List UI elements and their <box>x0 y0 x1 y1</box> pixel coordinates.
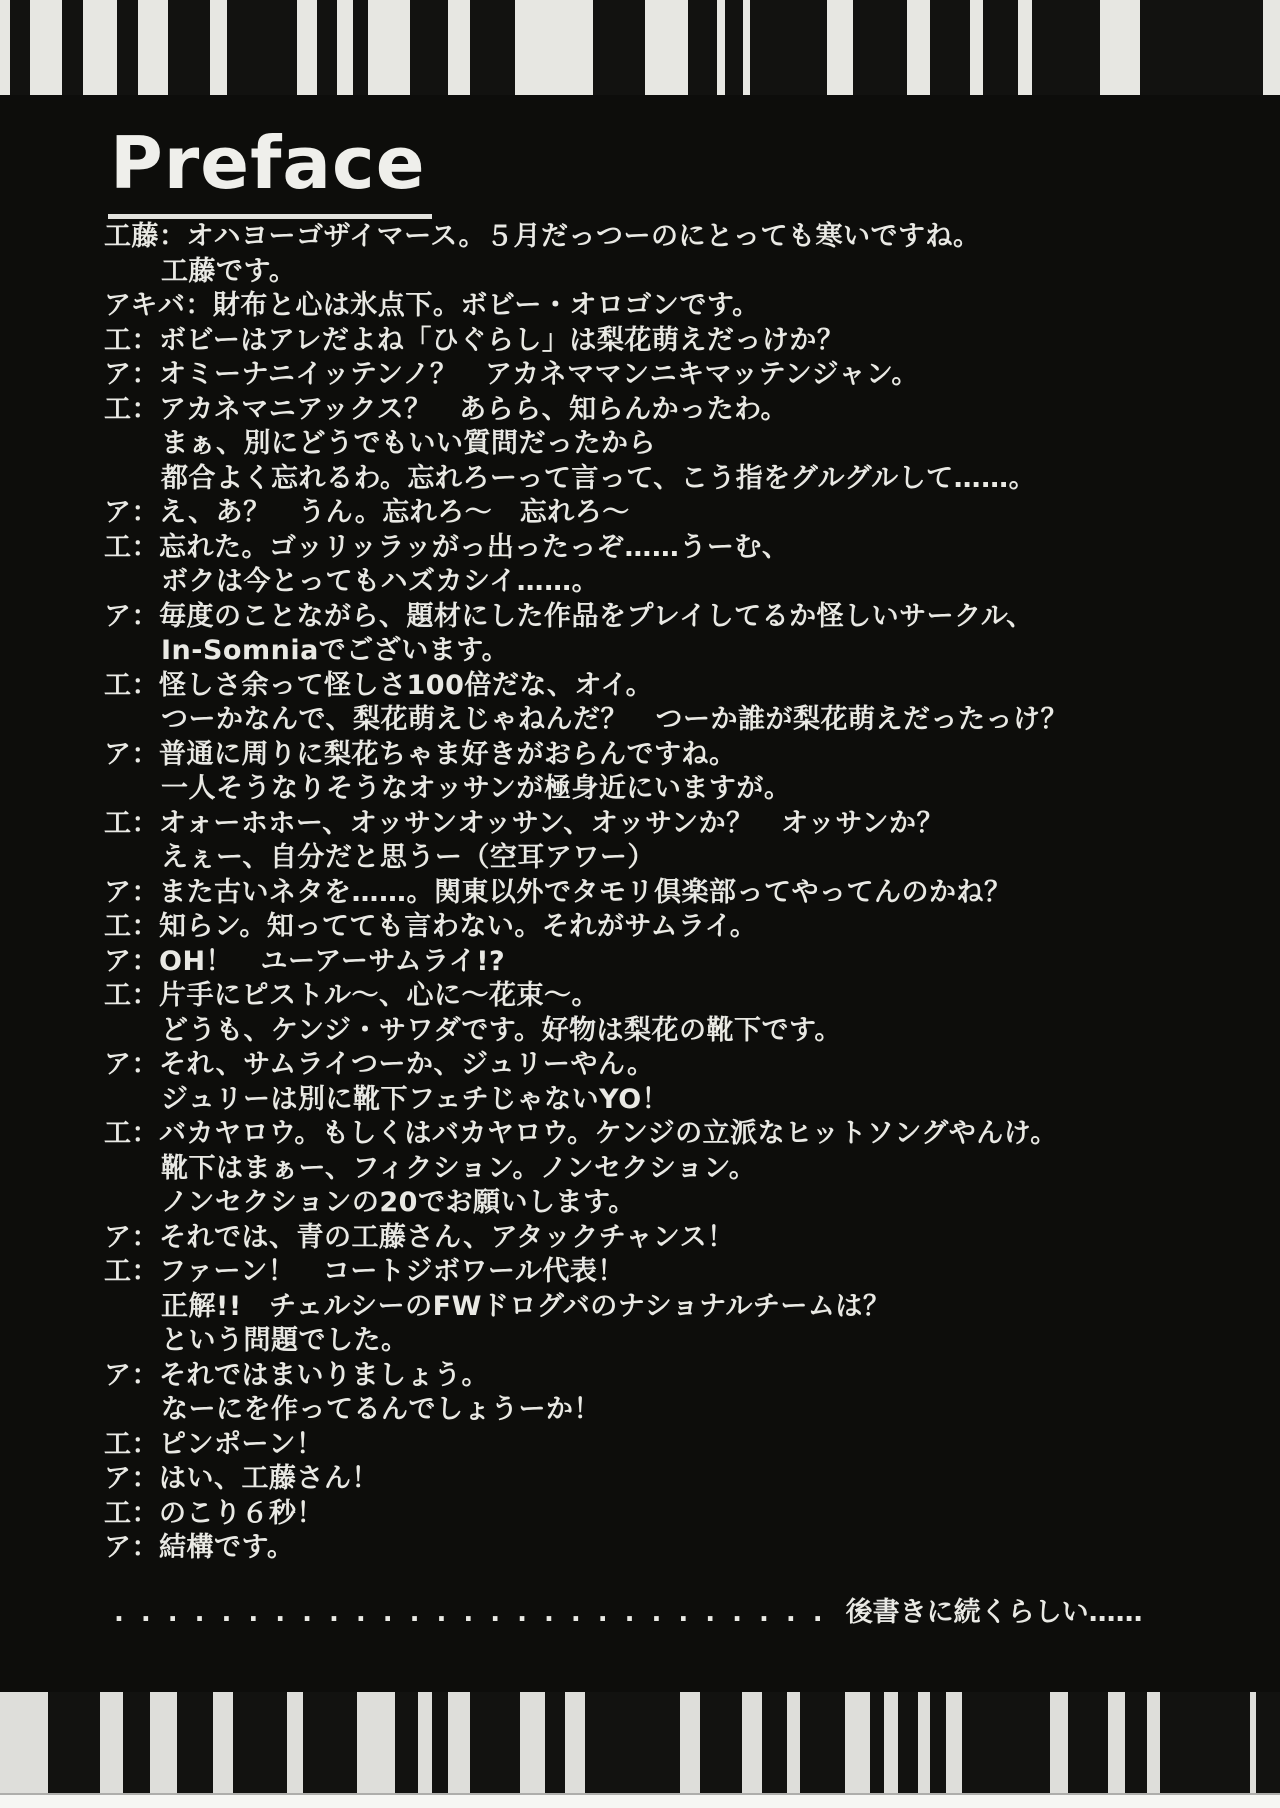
band-bottom-bar <box>962 1692 1050 1793</box>
dialogue-line: ア：それでは、青の工藤さん、アタックチャンス！ <box>104 1221 735 1253</box>
band-top-bar <box>593 0 645 95</box>
dialogue-line: ア：OH！ ユーアーサムライ!? <box>104 945 506 977</box>
dialogue-line: 工：のこり６秒！ <box>104 1497 324 1529</box>
dialogue-line: どうも、ケンジ・サワダです。好物は梨花の靴下です。 <box>161 1014 842 1046</box>
band-top-bar <box>117 0 138 95</box>
dialogue-line: 都合よく忘れるわ。忘れろーって言って、こう指をグルグルして……。 <box>161 462 1037 494</box>
band-bottom-bar <box>432 1692 448 1793</box>
band-bottom-bar <box>930 1692 946 1793</box>
band-top-bar <box>317 0 337 95</box>
band-bottom-bar <box>700 1692 742 1793</box>
band-top-bar <box>470 0 515 95</box>
page-title: Preface <box>108 126 432 219</box>
dialogue-line: In-Somniaでございます。 <box>161 635 510 666</box>
band-top-bar <box>725 0 743 95</box>
band-top-bar <box>688 0 717 95</box>
band-bottom-bar <box>470 1692 520 1793</box>
band-top-bar <box>62 0 83 95</box>
band-top-bar <box>853 0 907 95</box>
dialogue-line: えぇー、自分だと思うー（空耳アワー） <box>161 842 655 873</box>
band-top-bar <box>983 0 1018 95</box>
band-bottom-bar <box>303 1692 357 1793</box>
barcode-bottom <box>0 1692 1280 1793</box>
dialogue-line: 工：オォーホホー、オッサンオッサン、オッサンか？ オッサンか？ <box>104 807 944 839</box>
dialogue-line: 工：片手にピストル～、心に～花束～。 <box>104 980 599 1011</box>
dialogue-line: ア：普通に周りに梨花ちゃま好きがおらんですね。 <box>104 738 737 770</box>
band-top-bar <box>1032 0 1100 95</box>
dialogue-line: アキバ：財布と心は氷点下。ボビー・オロゴンです。 <box>104 290 760 321</box>
dialogue-line: 工：怪しさ余って怪しさ100倍だな、オイ。 <box>104 669 654 701</box>
band-bottom-bar <box>762 1692 787 1793</box>
dialogue-line: 工：アカネマニアックス？ あらら、知らんかったわ。 <box>104 393 788 425</box>
dialogue-line: 正解!! チェルシーのFWドログバのナショナルチームは？ <box>161 1290 891 1322</box>
band-bottom-bar <box>123 1692 150 1793</box>
barcode-top <box>0 0 1280 95</box>
footer-text: 後書きに続くらしい…… <box>845 1597 1143 1628</box>
band-bottom-bar <box>177 1692 213 1793</box>
band-top-bar <box>168 0 210 95</box>
dialogue-line: という問題でした。 <box>161 1325 409 1356</box>
footer-line <box>114 1596 1143 1630</box>
dialogue-line: 工：バカヤロウ。もしくはバカヤロウ。ケンジの立派なヒットソングやんけ。 <box>104 1118 1058 1149</box>
band-bottom-bar <box>898 1692 918 1793</box>
dialogue-line: 一人そうなりそうなオッサンが極身近にいますが。 <box>161 773 792 804</box>
dialogue-line: ボクは今とってもハズカシイ……。 <box>161 566 600 597</box>
dialogue-line: ア：また古いネタを……。関東以外でタモリ倶楽部ってやってんのかね？ <box>104 876 1012 908</box>
band-bottom-bar <box>48 1692 100 1793</box>
band-bottom-bar <box>1125 1692 1147 1793</box>
dialogue-line: ア：それではまいりましょう。 <box>104 1359 489 1391</box>
band-top-bar <box>353 0 368 95</box>
band-bottom-bar <box>395 1692 418 1793</box>
dialogue-line: ノンセクションの20でお願いします。 <box>161 1187 636 1218</box>
band-bottom-bar <box>545 1692 565 1793</box>
dialogue-line: ア：はい、工藤さん！ <box>104 1463 379 1494</box>
band-top-bar <box>410 0 448 95</box>
dialogue-line: 靴下はまぁー、フィクション。ノンセクション。 <box>161 1152 757 1184</box>
band-top-bar <box>227 0 297 95</box>
dialogue-line: 工：忘れた。ゴッリッラッがっ出ったっぞ……うーむ、 <box>104 531 790 563</box>
scan-bottom-margin <box>0 1793 1280 1808</box>
footer-dots: ........................... <box>114 1598 840 1628</box>
band-bottom-bar <box>1068 1692 1108 1793</box>
dialogue-line: 工：ファーン！ コートジボワール代表！ <box>104 1256 625 1287</box>
dialogue-line: つーかなんで、梨花萌えじゃねんだ？ つーか誰が梨花萌えだったっけ？ <box>161 704 1068 735</box>
band-top-bar <box>1140 0 1263 95</box>
dialogue-line: ア：それ、サムライつーか、ジュリーやん。 <box>104 1049 655 1080</box>
band-top-bar <box>930 0 970 95</box>
dialogue-line: ア：毎度のことながら、題材にした作品をプレイしてるか怪しいサークル、 <box>104 600 1034 632</box>
band-top-bar <box>10 0 30 95</box>
dialogue-line: ジュリーは別に靴下フェチじゃないYO！ <box>161 1083 670 1115</box>
band-bottom-bar <box>870 1692 884 1793</box>
band-top-bar <box>750 0 827 95</box>
dialogue-line: ア：結構です。 <box>104 1532 295 1563</box>
dialogue-line: ア：え、あ？ うん。忘れろ～ 忘れろ～ <box>104 497 630 528</box>
dialogue-line: 工：ボビーはアレだよね「ひぐらし」は梨花萌えだっけか？ <box>104 324 845 356</box>
band-bottom-bar <box>1160 1692 1250 1793</box>
dialogue-line: ア：オミーナニイッテンノ？ アカネママンニキマッテンジャン。 <box>104 359 919 390</box>
dialogue-line: 工藤です。 <box>161 255 297 287</box>
band-bottom-bar <box>800 1692 845 1793</box>
band-bottom-bar <box>1256 1692 1280 1793</box>
dialogue-line: 工藤：オハヨーゴザイマース。５月だっつーのにとっても寒いですね。 <box>104 221 981 252</box>
dialogue-line: 工：知らン。知ってても言わない。それがサムライ。 <box>104 911 758 942</box>
dialogue-line: まぁ、別にどうでもいい質問だったから <box>161 428 656 459</box>
dialogue-line: なーにを作ってるんでしょうーか！ <box>161 1394 601 1425</box>
band-bottom-bar <box>233 1692 287 1793</box>
dialogue-block <box>104 220 1234 1566</box>
band-bottom-bar <box>585 1692 680 1793</box>
dialogue-line: 工：ピンポーン！ <box>104 1428 324 1460</box>
